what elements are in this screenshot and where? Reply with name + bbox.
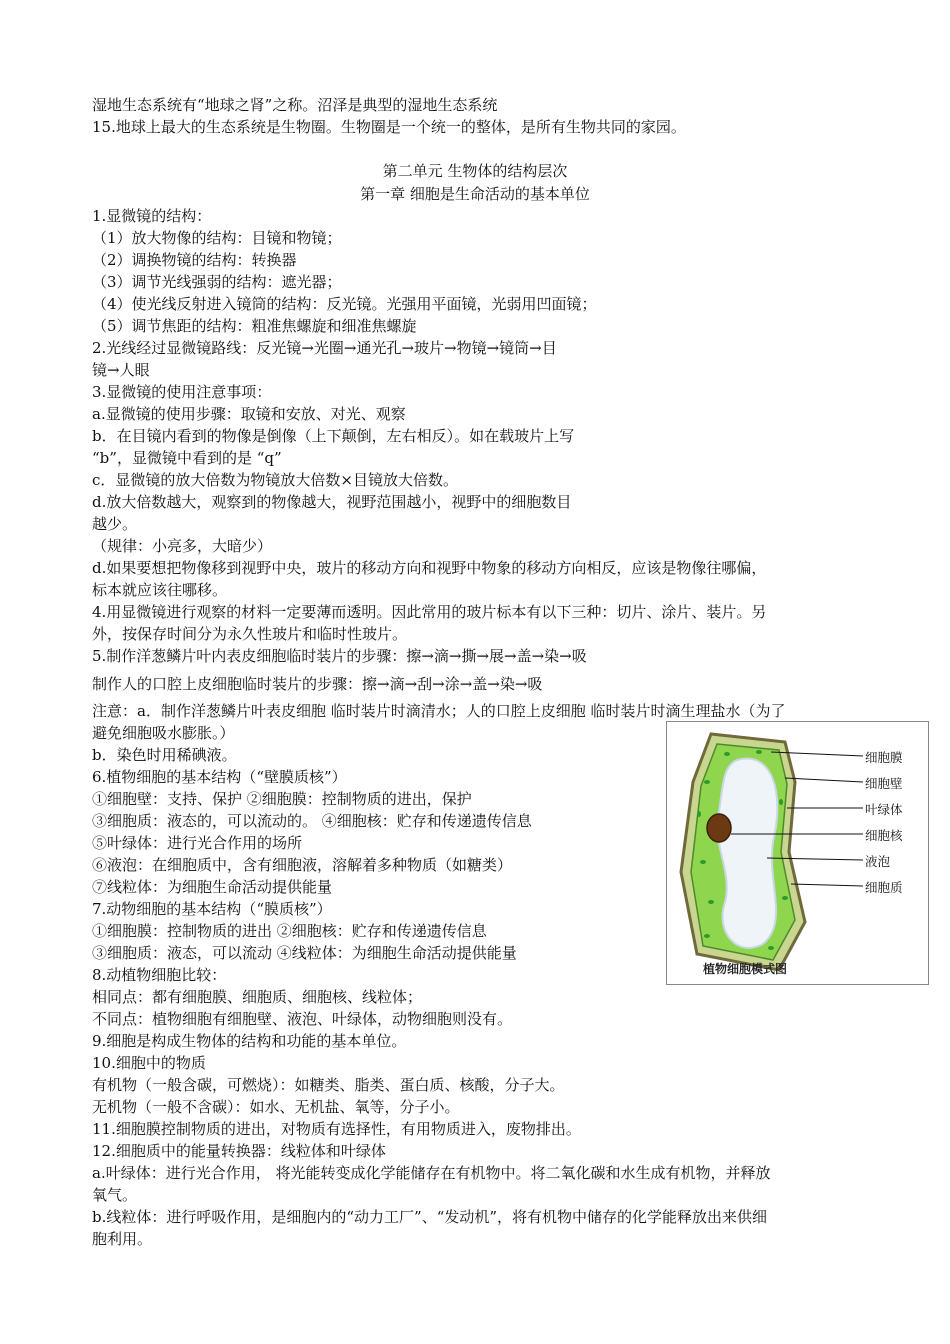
text-line: 越少。 [92,515,138,533]
text-line: ③细胞质：液态，可以流动 ④线粒体：为细胞生命活动提供能量 [92,944,517,962]
text-line: 相同点：都有细胞膜、细胞质、细胞核、线粒体； [92,988,423,1006]
text-line: d.如果要想把物像移到视野中央，玻片的移动方向和视野中物象的移动方向相反，应该是物像往哪偏， [92,559,767,577]
label-vacuole: 液泡 [865,854,891,869]
text-line: 6.植物细胞的基本结构（“壁膜质核”） [92,768,347,786]
text-line: 9.细胞是构成生物体的结构和功能的基本单位。 [92,1032,407,1050]
text-line: （3）调节光线强弱的结构：遮光器； [92,273,342,291]
text-line: 1.显微镜的结构： [92,207,212,225]
text-line: 镜→人眼 [92,361,150,379]
figure-caption: 植物细胞模式图 [703,962,788,976]
text-line: （4）使光线反射进入镜筒的结构：反光镜。光强用平面镜，光弱用凹面镜； [92,295,597,313]
chapter-title: 第一章 细胞是生命活动的基本单位 [360,185,590,203]
text-line: 外，按保存时间分为永久性玻片和临时性玻片。 [92,625,408,643]
text-line: ①细胞膜：控制物质的进出 ②细胞核：贮存和传递遗传信息 [92,922,487,940]
text-line: 有机物（一般含碳，可燃烧）：如糖类、脂类、蛋白质、核酸，分子大。 [92,1076,565,1094]
text-line: ③细胞质：液态的，可以流动的。 ④细胞核：贮存和传递遗传信息 [92,812,532,830]
text-line: a.叶绿体：进行光合作用， 将光能转变成化学能储存在有机物中。将二氧化碳和水生成有机物，并释放 [92,1164,771,1182]
text-line: 注意：a．制作洋葱鳞片叶表皮细胞 临时装片时滴清水；人的口腔上皮细胞 临时装片时滴生理盐水（为了 [92,702,786,720]
text-line: 10.细胞中的物质 [92,1054,206,1072]
text-line: 湿地生态系统有“地球之肾”之称。沼泽是典型的湿地生态系统 [92,96,498,114]
text-line: b．染色时用稀碘液。 [92,746,237,764]
vacuole-shape [717,759,777,948]
text-line: c．显微镜的放大倍数为物镜放大倍数×目镜放大倍数。 [92,471,458,489]
text-line: 4.用显微镜进行观察的材料一定要薄而透明。因此常用的玻片标本有以下三种：切片、涂片、装片。另 [92,603,767,621]
label-nucleus: 细胞核 [865,828,903,843]
label-cytoplasm: 细胞质 [865,880,903,895]
plant-cell-figure [666,721,929,985]
text-line: “b”，显微镜中看到的是 “q” [92,449,282,467]
text-line: 标本就应该往哪移。 [92,581,228,599]
text-line: 5.制作洋葱鳞片叶内表皮细胞临时装片的步骤：擦→滴→撕→展→盖→染→吸 [92,647,587,665]
nucleus-shape [707,814,731,842]
text-line: 12.细胞质中的能量转换器：线粒体和叶绿体 [92,1142,386,1160]
text-line: （5）调节焦距的结构：粗准焦螺旋和细准焦螺旋 [92,317,417,335]
text-line: b.线粒体：进行呼吸作用，是细胞内的“动力工厂”、“发动机”，将有机物中储存的化学能释放出来供细 [92,1208,768,1226]
text-line: 3.显微镜的使用注意事项： [92,383,272,401]
text-line: 15.地球上最大的生态系统是生物圈。生物圈是一个统一的整体，是所有生物共同的家园。 [92,118,686,136]
text-line: 胞利用。 [92,1230,153,1248]
text-line: （2）调换物镜的结构：转换器 [92,251,297,269]
unit-title: 第二单元 生物体的结构层次 [382,162,568,180]
text-line: 不同点：植物细胞有细胞壁、液泡、叶绿体，动物细胞则没有。 [92,1010,513,1028]
text-line: 避免细胞吸水膨胀。） [92,724,235,742]
text-line: 氧气。 [92,1186,138,1204]
text-line: a.显微镜的使用步骤：取镜和安放、对光、观察 [92,405,406,423]
text-line: （规律：小亮多，大暗少） [92,537,273,555]
text-line: ①细胞壁：支持、保护 ②细胞膜：控制物质的进出，保护 [92,790,472,808]
text-line: 11.细胞膜控制物质的进出，对物质有选择性，有用物质进入，废物排出。 [92,1120,581,1138]
text-line: 8.动植物细胞比较： [92,966,227,984]
label-cell-wall: 细胞壁 [865,776,903,791]
text-line: b．在目镜内看到的物像是倒像（上下颠倒，左右相反）。如在载玻片上写 [92,427,575,445]
text-line: ⑦线粒体：为细胞生命活动提供能量 [92,878,333,896]
label-cell-membrane: 细胞膜 [865,750,903,765]
text-line: 无机物（一般不含碳）：如水、无机盐、氧等，分子小。 [92,1098,460,1116]
label-chloroplast: 叶绿体 [865,802,903,817]
text-line: ⑤叶绿体：进行光合作用的场所 [92,834,303,852]
text-line: （1）放大物像的结构：目镜和物镜； [92,229,342,247]
text-line: 制作人的口腔上皮细胞临时装片的步骤：擦→滴→刮→涂→盖→染→吸 [92,675,543,693]
text-line: ⑥液泡：在细胞质中，含有细胞液，溶解着多种物质（如糖类） [92,856,513,874]
text-line: d.放大倍数越大，观察到的物像越大，视野范围越小，视野中的细胞数目 [92,493,572,511]
text-line: 2.光线经过显微镜路线：反光镜→光圈→通光孔→玻片→物镜→镜筒→目 [92,339,557,357]
text-line: 7.动物细胞的基本结构（“膜质核”） [92,900,332,918]
